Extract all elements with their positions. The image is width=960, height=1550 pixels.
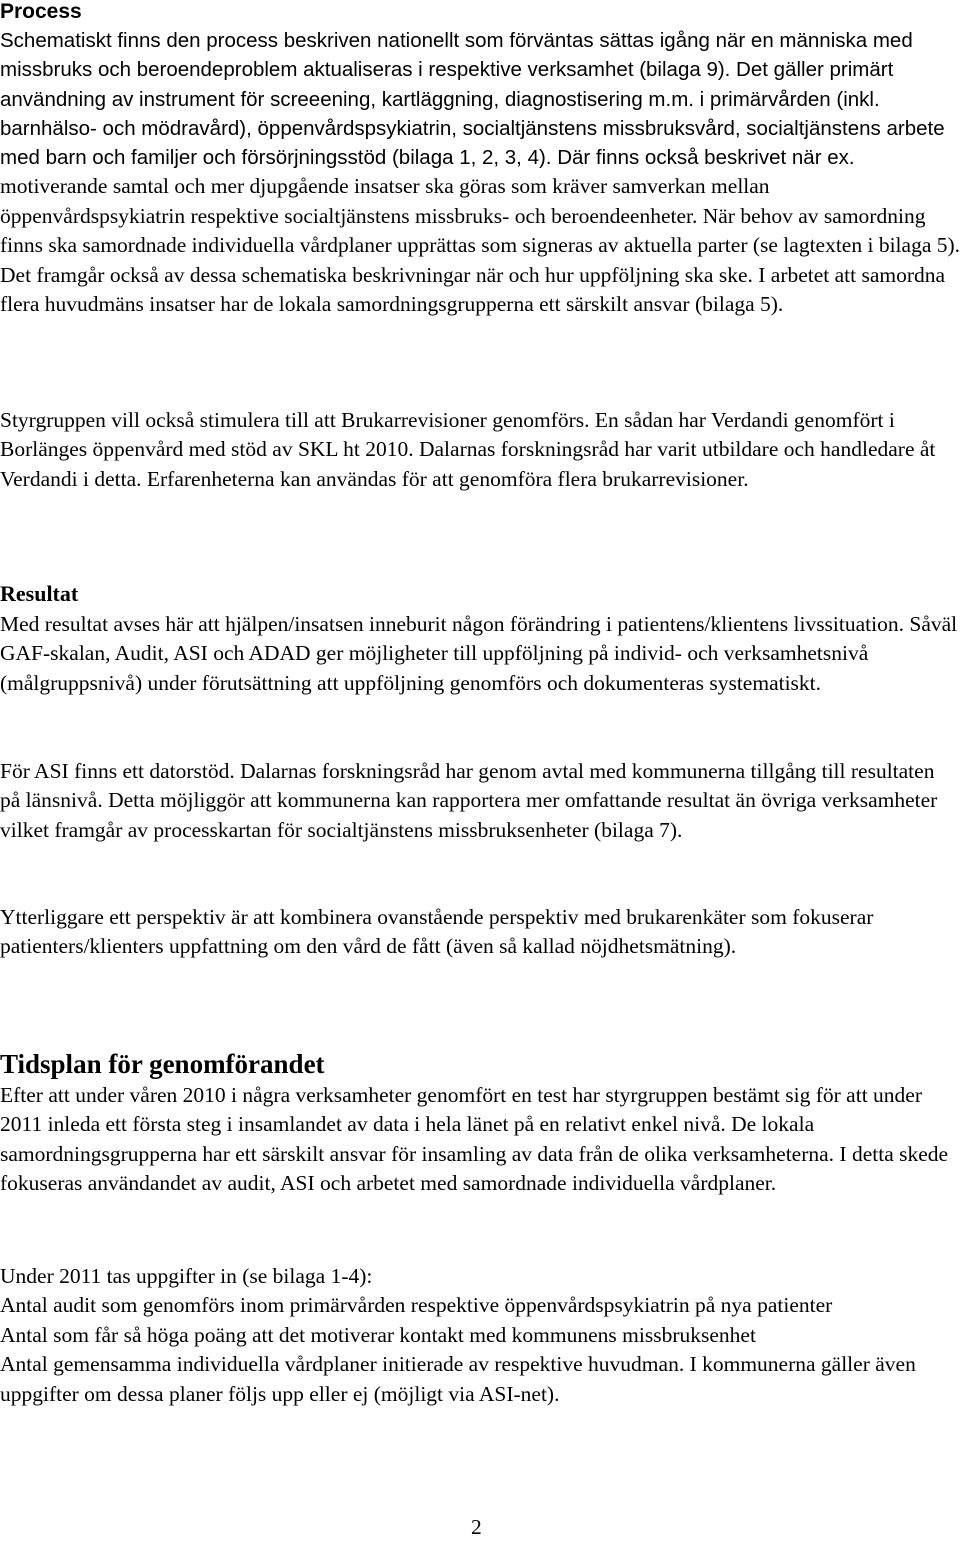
process-paragraph-1-part-b: motiverande samtal och mer djupgående insatser ska göras som kräver samverkan mellan öppenvårdspsykiatrin respektive socialtjänstens missbruks- och beroendeenheter. När behov av samordning finns ska samordnade individuella vårdplaner upprättas som signeras av aktuella parter (se lagtexten i bilaga 5). Det framgår också av dessa schematiska beskrivningar när och hur uppföljning ska ske. I arbetet att samordna flera huvudmäns insatser har de lokala samordningsgrupperna ett särskilt ansvar (bilaga 5).: [0, 174, 960, 317]
process-paragraph-1: [0, 26, 960, 320]
resultat-heading: Resultat: [0, 581, 79, 606]
process-paragraph-1-part-a: Schematiskt finns den process beskriven nationellt som förväntas sättas igång när en människa med missbruks och beroendeproblem aktualiseras i respektive verksamhet (bilaga 9). Det gäller primärt användning av instrument för screeening, kartläggning, diagnostisering m.m. i primärvården (inkl. barnhälso- och mödravård), öppenvårdspsykiatrin, socialtjänstens missbruksvård, socialtjänstens arbete med barn och familjer och försörjningsstöd (bilaga 1, 2, 3, 4). Där finns också beskrivet när ex.: [0, 29, 945, 170]
list-item: Antal som får så höga poäng att det motiverar kontakt med kommunens missbruksenhet: [0, 1322, 756, 1347]
resultat-paragraph-2: För ASI finns ett datorstöd. Dalarnas forskningsråd har genom avtal med kommunerna tillgång till resultaten på länsnivå. Detta möjliggör att kommunerna kan rapportera mer omfattande resultat än övriga verksamheter vilket framgår av processkartan för socialtjänstens missbruksenheter (bilaga 7).: [0, 759, 938, 842]
resultat-paragraph-3: Ytterliggare ett perspektiv är att kombinera ovanstående perspektiv med brukarenkäter som fokuserar patienters/klienters uppfattning om den vård de fått (även så kallad nöjdhetsmätning).: [0, 905, 874, 959]
tidsplan-paragraph-1: Efter att under våren 2010 i några verksamheter genomfört en test har styrgruppen bestämt sig för att under 2011 inleda ett första steg i insamlandet av data i hela länet på en relativt enkel nivå. De lokala samordningsgrupperna har ett särskilt ansvar för insamling av data från de olika verksamheterna. I detta skede fokuseras användandet av audit, ASI och arbetet med samordnade individuella vårdplaner.: [0, 1083, 949, 1196]
tidsplan-list: [0, 1262, 960, 1409]
page-number: 2: [471, 1515, 482, 1539]
process-paragraph-2: Styrgruppen vill också stimulera till att Brukarrevisioner genomförs. En sådan har Verdandi genomfört i Borlänges öppenvård med stöd av SKL ht 2010. Dalarnas forskningsråd har varit utbildare och handledare åt Verdandi i detta. Erfarenheterna kan användas för att genomföra flera brukarrevisioner.: [0, 408, 936, 491]
tidsplan-list-intro: Under 2011 tas uppgifter in (se bilaga 1-4):: [0, 1264, 373, 1288]
list-item: Antal gemensamma individuella vårdplaner initierade av respektive huvudman. I kommunerna gäller även uppgifter om dessa planer följs upp eller ej (möjligt via ASI-net).: [0, 1352, 916, 1406]
tidsplan-heading: Tidsplan för genomförandet: [0, 1049, 325, 1079]
list-item: Antal audit som genomförs inom primärvården respektive öppenvårdspsykiatrin på nya patienter: [0, 1293, 833, 1318]
process-heading: Process: [0, 0, 82, 23]
resultat-paragraph-1: Med resultat avses här att hjälpen/insatsen inneburit någon förändring i patientens/klientens livssituation. Såväl GAF-skalan, Audit, ASI och ADAD ger möjligheter till uppföljning på individ- och verksamhetsnivå (målgruppsnivå) under förutsättning att uppföljning genomförs och dokumenteras systematiskt.: [0, 612, 958, 695]
